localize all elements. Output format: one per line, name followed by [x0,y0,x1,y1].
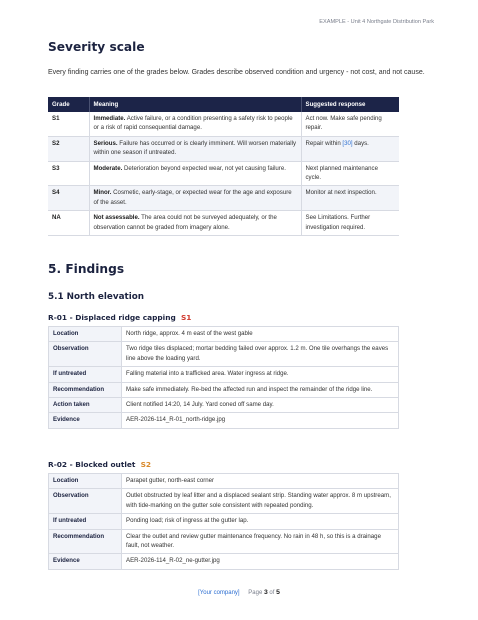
row-label: Location [49,474,122,489]
severity-badge: S2 [140,460,152,469]
grade-term: Serious. [93,139,118,147]
finding-id-title: R-01 - Displaced ridge capping [48,313,176,322]
severity-intro: Every finding carries one of the grades below. Grades describe observed condition and urgency - not cost, and not cause. [48,69,425,76]
response-text-pre: Repair within [305,139,343,147]
page-footer [0,589,478,596]
grade-cell: NA [48,211,89,236]
table-row [49,382,399,397]
response-text-post: days. [352,139,369,147]
severity-table-header [48,97,399,112]
grade-cell: S2 [48,136,89,161]
company-placeholder: [Your company] [198,590,240,596]
table-row [48,112,399,136]
grade-meaning: Cosmetic, early-stage, or expected wear for the age and exposure of the asset. [93,189,292,206]
row-value: Parapet gutter, north-east corner [122,474,399,489]
table-row [49,554,399,569]
page-number: 3 [263,589,268,596]
row-value: Outlet obstructed by leaf litter and a displaced sealant strip. Standing water approx. 8 m upstream, with tide-marking on the gutter sole consistent with repeated ponding. [122,489,399,514]
column-header-response: Suggested response [301,97,399,112]
findings-heading: 5. Findings [48,262,125,276]
table-row [49,398,399,413]
grade-term: Moderate. [93,164,123,172]
row-label: Recommendation [49,382,122,397]
row-value: Two ridge tiles displaced; mortar bedding failed over approx. 1.2 m. One tile overhangs the eaves line above the loading yard. [122,342,399,367]
grade-meaning: Deterioration beyond expected wear, not yet causing failure. [124,164,286,172]
finding-title-r01 [48,313,191,322]
table-row [49,514,399,529]
row-label: Observation [49,489,122,514]
grade-term: Minor. [93,189,112,197]
grade-meaning: The area could not be surveyed adequately, or the observation cannot be graded from imagery alone. [93,214,277,231]
finding-id-title: R-02 - Blocked outlet [48,460,136,469]
grade-term: Immediate. [93,115,126,122]
row-value: North ridge, approx. 4 m east of the west gable [122,327,399,342]
row-label: Observation [49,342,122,367]
response-cell: See Limitations. Further investigation required. [301,211,399,236]
row-value: Make safe immediately. Re-bed the affected run and inspect the remainder of the ridge line. [122,382,399,397]
severity-scale-heading: Severity scale [48,40,145,54]
finding-title-r02 [48,460,151,469]
response-cell: Next planned maintenance cycle. [301,161,399,186]
row-label: If untreated [49,367,122,382]
table-row [48,136,399,161]
row-value: AER-2026-114_R-01_north-ridge.jpg [122,413,399,428]
meaning-cell [89,112,301,136]
severity-table [48,97,399,236]
response-cell: Act now. Make safe pending repair. [301,112,399,136]
grade-meaning: Active failure, or a condition presenting a safety risk to people or a risk of rapid consequential damage. [93,115,293,132]
table-row [49,489,399,514]
table-row [49,342,399,367]
grade-meaning: Failure has occurred or is clearly imminent. Will worsen materially within one season if untreated. [93,139,297,157]
table-row [49,367,399,382]
running-header: EXAMPLE - Unit 4 Northgate Distribution Park [319,19,434,25]
table-row [49,413,399,428]
page-total: 5 [276,589,280,596]
grade-term: Not assessable. [93,214,140,222]
page-word: Page [248,590,263,596]
grade-cell: S4 [48,186,89,211]
meaning-cell [89,136,301,161]
row-value: Client notified 14:20, 14 July. Yard coned off same day. [122,398,399,413]
grade-cell: S1 [48,112,89,136]
table-row [49,327,399,342]
column-header-meaning: Meaning [89,97,301,112]
row-label: Evidence [49,554,122,569]
table-row [49,529,399,554]
meaning-cell [89,161,301,186]
row-label: Location [49,327,122,342]
finding-table-r02 [48,473,399,570]
response-cell [301,136,399,161]
table-row [48,161,399,186]
response-cell: Monitor at next inspection. [301,186,399,211]
column-header-grade: Grade [48,97,89,112]
of-word: of [269,590,275,596]
table-row [48,211,399,236]
grade-cell: S3 [48,161,89,186]
row-label: If untreated [49,514,122,529]
row-value: Ponding load; risk of ingress at the gutter lap. [122,514,399,529]
row-value: AER-2026-114_R-02_ne-gutter.jpg [122,554,399,569]
finding-table-r01 [48,326,399,429]
table-row [48,186,399,211]
row-label: Action taken [49,398,122,413]
table-row [49,474,399,489]
days-placeholder-link[interactable]: [30] [342,139,353,147]
row-label: Recommendation [49,529,122,554]
meaning-cell [89,211,301,236]
severity-badge: S1 [180,313,192,322]
north-elevation-heading: 5.1 North elevation [48,292,145,302]
row-value: Falling material into a trafficked area. Water ingress at ridge. [122,367,399,382]
row-label: Evidence [49,413,122,428]
meaning-cell [89,186,301,211]
row-value: Clear the outlet and review gutter maintenance frequency. No rain in 48 h, so this is a drainage fault, not weather. [122,529,399,554]
